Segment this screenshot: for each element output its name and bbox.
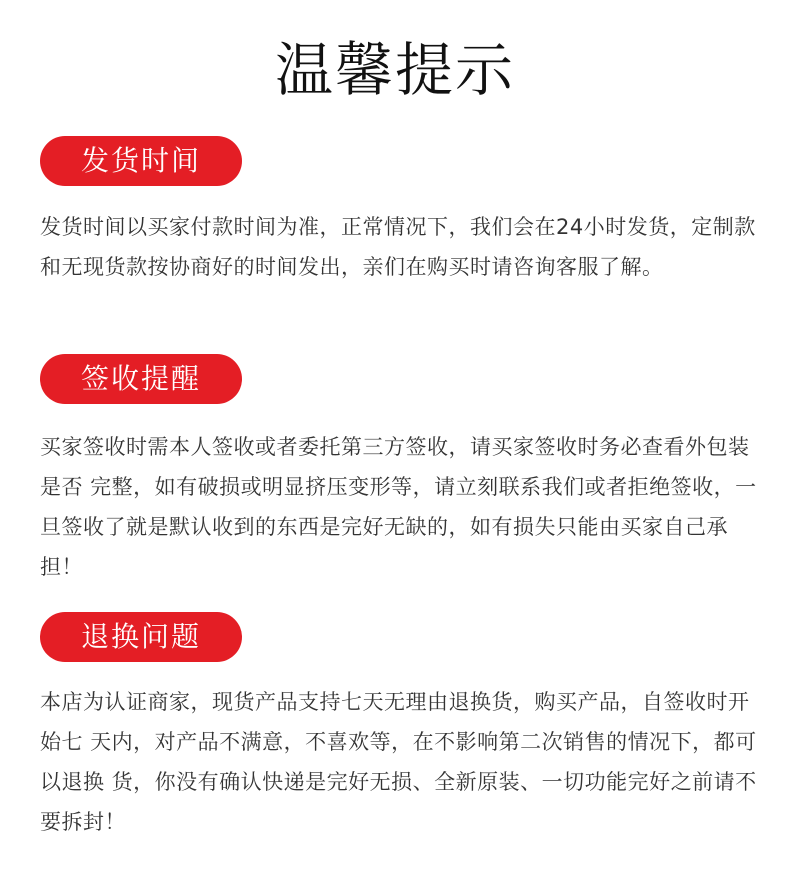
section-body-shipping-time: 发货时间以买家付款时间为准，正常情况下，我们会在24小时发货，定制款和无现货款按协商好的时间发出，亲们在购买时请咨询客服了解。 (40, 215, 756, 279)
section-heading-delivery-signing: 签收提醒 (40, 354, 242, 404)
section-body-delivery-signing: 买家签收时需本人签收或者委托第三方签收，请买家签收时务必查看外包装是否 完整，如有破损或明显挤压变形等，请立刻联系我们或者拒绝签收，一旦签收了就是默认收到的东西是完好无缺的，如有损失只能由买家自己承担！ (40, 435, 757, 579)
page-title: 温馨提示 (274, 36, 515, 104)
section-heading-shipping-time: 发货时间 (40, 136, 242, 186)
section-heading-returns: 退换问题 (40, 612, 242, 662)
section-body-returns: 本店为认证商家，现货产品支持七天无理由退换货，购买产品，自签收时开始七 天内，对产品不满意，不喜欢等，在不影响第二次销售的情况下，都可以退换 货，你没有确认快递是完好无损、全新原装、一切功能完好之前请不要拆封！ (40, 690, 757, 834)
